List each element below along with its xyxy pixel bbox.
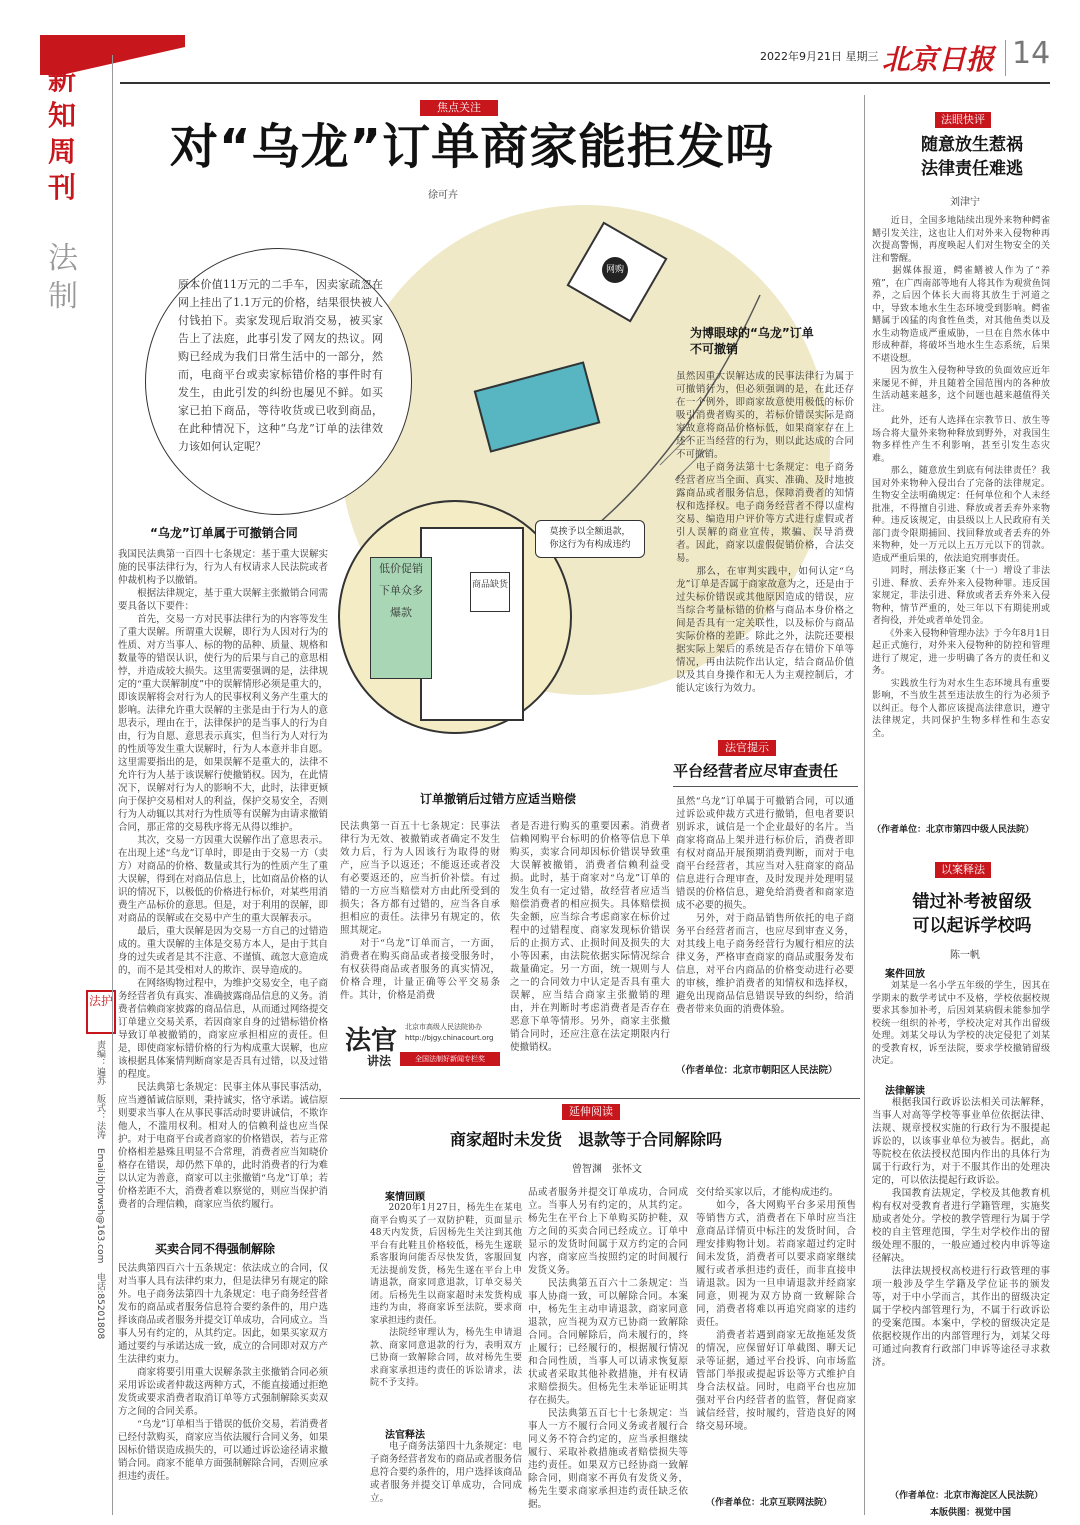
issue-date: 2022年9月21日 星期三 [760, 50, 879, 63]
extension-body-c: 品或者服务并提交订单成功，合同成立。当事人另有约定的，从其约定。杨先生在平台上下单购买防护鞋，双方之间的买卖合同已经成立。订单中显示的发货时间属于双方约定的合同内容，商家应当按照约定的时间履行发货义务。 民法典第五百六十二条规定：当事人协商一致，可以解除合同。本案中，杨先生主动申请退款，商家同意退款，应当视为双方已协商一致解除合同。合同解除后，尚未履行的，终止履行；已经履行的，根据履行情况和合同性质，当事人可以请求恢复原状或者采取其他补救措施，并有权请求赔偿损失。但杨先生未举证证明其存在损失。 民法典第五百七十七条规定：当事人一方不履行合同义务或者履行合同义务不符合约定的，应当承担继续履行、采取补救措施或者赔偿损失等违约责任。如果双方已经协商一致解除合同，则商家不再负有发货义务，杨先生要求商家承担违约责任缺乏依据。 [528, 1187, 688, 1510]
right-col-body: 虽然因重大误解达成的民事法律行为属于可撤销行为，但必须强调的是，在此还存在一个例外，即商家故意使用极低的标价吸引消费者购买的，若标价错误实际是商家故意将商品价格标低，如果商家存在上述不正当经营的行为，则以此达成的合同不可撤销。 电子商务法第十七条规定：电子商务经营者应当全面、真实、准确、及时地披露商品或者服务信息，保障消费者的知情权和选择权。电子商务经营者不得以虚构交易、编造用户评价等方式进行虚假或者引人误解的商业宣传，欺骗、误导消费者。因此，商家以虚假促销价格，合法交易。 那么，在审判实践中，如何认定“乌龙”订单是否属于商家故意为之，还是由于过失标价错误或其他原因造成的错误，应当综合考量标错的价格与商品本身价格之间是否具有一定关联性，以及标价与商品实际价格的差距。除此之外，法院还要根据实际上架后的系统是否存在错价下单等情况，再由法院作出认定，结合商品价值以及其自身操作和无人为主观控制后，才能认定该行为效力。 [676, 371, 854, 694]
right-subhead: 为博眼球的“乌龙”订单 不可撤销 [690, 326, 814, 356]
editor-credits: 责编：遍苏 版式：法涛 Email:bjrbrwsh@163.com 电话:85201808 [95, 1040, 105, 1340]
legal-quick-title: 随意放生惹祸 法律责任难逃 [921, 135, 1023, 179]
section-title-xinzhi: 新知周刊 [48, 63, 77, 204]
col1b-body: 民法典第四百六十五条规定：依法成立的合同，仅对当事人具有法律约束力，但是法律另有规定的除外。电子商务法第四十九条规定：电子商务经营者发布的商品或者服务信息符合要约条件的，用户选择该商品或者服务并提交订单成功，合同成立。当事人另有约定的，从其约定。因此，如果买家双方通过要约与承诺达成一致，成立的合同即对双方产生法律约束力。 商家将要引用重大误解条款主张撤销合同必须采用诉讼或者仲裁这两种方式，不能直接通过拒绝发货或要求消费者取消订单等方式强制解除买卖双方之间的合同关系。 “乌龙”订单相当于错误的低价交易，若消费者已经付款购买，商家应当依法履行合同义务，如果因标价错误造成损失的，可以通过诉讼途径请求撤销合同。商家不能单方面强制解除合同，否则应承担违约责任。 [118, 1263, 328, 1482]
faguan-org: 北京市高级人民法院协办 [405, 1023, 482, 1031]
extension-body-a: 2020年1月27日，杨先生在某电商平台购买了一双防护鞋，页面显示48天内发货，后因杨先生关注到其他平台有此鞋且价格较低，杨先生遂联系客服询问能否尽快发货，客服回复无法提前发货，杨先生遂在平台上申请退款，商家同意退款，订单交易关闭。后杨先生以商家超时未发货构成违约为由，将商家诉至法院，要求商家承担违约责任。 法院经审理认为，杨先生申请退款、商家同意退款的行为，表明双方已协商一致解除合同，故对杨先生要求商家承担违约责任的诉讼请求，法院不予支持。 [370, 1203, 522, 1388]
judge-tip-footer: （作者单位：北京市朝阳区人民法院） [676, 1065, 838, 1076]
faguan-url[interactable]: http://bjgy.chinacourt.org [405, 1034, 494, 1042]
extension-top-rule [340, 1098, 860, 1099]
judge-tip-body: 虽然“乌龙”订单属于可撤销合同，可以通过诉讼或仲裁方式进行撤销，但电者要识别诉求，诚信是一个企业最好的名片。当商家将商品上架并进行标价后，消费者即有权对商品开展预期消费判断，而对于电商平台经营者，其应当对入驻商家的商品信息进行合理审查，及时发现并处理明显错误的价格信息，避免给消费者和商家造成不必要的损失。 另外，对于商品销售所依托的电子商务平台经营者而言，也应尽到审查义务，对其线上电子商务经营行为履行相应的法律义务，严格审查商家的商品或服务发布信息，对平台内商品的价格变动进行必要的审核，维护消费者的知情权和选择权，避免出现商品信息错误导致的纠纷，给消费者带来负面的消费体验。 [676, 796, 854, 1015]
extension-footer: （作者单位：北京互联网法院） [706, 1498, 833, 1508]
col3-body: 者是否进行购买的重要因素。消费者信赖网购平台标明的价格等信息下单购买，卖家合同却因标价错误导致重大误解被撤销，消费者信赖利益受损。此时，基于商家对“乌龙”订单的发生负有一定过错，故经营者应适当赔偿消费者的相应损失。具体赔偿损失金额，应当综合考虑商家在标价过程中的过错程度、商家发现标价错误后的止损方式、止损时间及损失的大小等因素，由法院依据实际情况综合裁量确定。另一方面，统一规则与人之一的合同效力中认定是否具有重大误解，应当结合商家主张撤销的理由，并在判断时考虑消费者是否存在恶意下单等情形。另外，商家主张撤销合同时，还应注意在法定期限内行使撤销权。 [510, 821, 670, 1053]
subhead-revocable: “乌龙”订单属于可撤销合同 [150, 526, 298, 540]
tag-judge-tip: 法官提示 [718, 740, 776, 756]
sign-promotion: 低价促销 下单众多 爆款 [370, 557, 432, 679]
case-law-body-b: 根据我国行政诉讼法相关司法解释，当事人对高等学校等事业单位依据法律、法规、规章授权实施的行政行为不服提起诉讼的，以该事业单位为被告。据此，高等院校在依法授权范围内作出的具体行为属于行政行为，对于不服其作出的处理决定的，可以依法提起行政诉讼。 我国教育法规定，学校及其他教育机构有权对受教育者进行学籍管理，实施奖励或者处分。学校的教学管理行为属于学校的自主管理范围，学生对学校作出的留级处理不服的，一般应通过校内申诉等途径解决。 法律法规授权高校进行行政管理的事项一般涉及学生学籍及学位证书的颁发等，对于中小学而言，其作出的留级决定属于学校内部管理行为，不属于行政诉讼的受案范围。本案中，学校的留级决定是依据校规作出的内部管理行为，刘某父母可通过向教育行政部门申诉等途径寻求救济。 [872, 1097, 1050, 1368]
header-rule [120, 82, 1050, 84]
judge-tip-rule [673, 786, 858, 787]
tag-focus: 焦点关注 [420, 100, 498, 116]
photo-credit: 本版供图：视觉中国 [930, 1508, 1012, 1518]
faguan-logo: 法官 [345, 1026, 398, 1056]
case-law-footer: （作者单位：北京市海淀区人民法院） [890, 1491, 1044, 1501]
tag-case-law: 以案释法 [935, 862, 991, 878]
subhead-no-forced-termination: 买卖合同不得强制解除 [155, 1242, 276, 1256]
lead-text: 原本价值11万元的二手车，因卖家疏忽在网上挂出了1.1万元的价格，结果很快被人付钱拍下。卖家发现后取消交易，被买家告上了法庭，此事引发了网友的热议。网购已经成为我们日常生活中的一部分，然而，电商平台或卖家标错价格的事件时有发生，由此引发的纠纷也屡见不鲜。如买家已拍下商品，等待收货或已收到商品，在此种情况下，这种“乌龙”订单的法律效力该如何认定呢？ [178, 278, 383, 453]
page-number: 14 [1012, 36, 1051, 71]
faguan-box [345, 1020, 500, 1075]
faguan-logo-sub: 讲法 [367, 1054, 392, 1068]
sign-out-of-stock: 商品缺货 [470, 572, 510, 612]
legal-quick-footer: （作者单位：北京市第四中级人民法院） [872, 825, 1035, 835]
extension-title: 商家超时未发货 退款等于合同解除吗 [450, 1130, 723, 1149]
kite-label: 网购 [602, 257, 628, 283]
tag-legal-quick: 法眼快评 [935, 112, 991, 128]
legal-quick-author: 刘津宁 [950, 197, 980, 208]
case-law-author: 陈一帆 [950, 950, 980, 961]
col1-body: 我国民法典第一百四十七条规定：基于重大误解实施的民事法律行为，行为人有权请求人民法院或者仲裁机构予以撤销。 根据法律规定，基于重大误解主张撤销合同需要具备以下要件： 首先，交易一方对民事法律行为的内容等发生了重大误解。所谓重大误解，即行为人因对行为的性质、对方当事人、标的物的品种、质量、规格和数量等的错误认识，使行为的后果与自己的意思相悖，并造成较大损失。这里需要强调的是，法律规定的“重大误解制度”中的误解情形必须是重大的，即该误解将会对行为人的民事权利义务产生重大的影响。法律允许重大误解的主张是由于行为人的意思表示，理由在于，法律保护的是当事人的行为自由，行为自愿、意思表示真实，但当行为人对行为的性质等发生重大误解时，行为人本意并非自愿。这里需要指出的是，如果误解不是重大的，法律不允许行为人基于该误解行使撤销权。因为，在此情况下，误解对行为人的影响不大，此时，法律更倾向于保护交易相对人的利益，保护交易安全，否则行为人动辄以其对行为性质等有误解为由请求撤销合同，那正常的交易秩序将无从得以维护。 其次，交易一方因重大误解作出了意思表示。在出现上述“乌龙”订单时，即是由于交易一方（卖方）对商品的价格、数量或其行为的性质产生了重大误解，得到在对商品信息上，比如商品价格的认识的情况下，以极低的价格进行标价，对某些用消费生产品标价的意思。但是，对于利用的误解，即对商品的误解或在交易中产生的重大误解表示。 最后，重大误解是因为交易一方自己的过错造成的。重大误解的主体是交易方本人，是由于其自身的过失或者是其不注意、不谨慎、疏忽大意造成的，而不是其受相对人的欺诈、误导造成的。 在网络购物过程中，为维护交易安全，电子商务经营者负有真实、准确披露商品信息的义务。消费者信赖商家披露的商品信息，从而通过网络提交订单建立交易关系，若因商家自身的过错标错价格导致订单被撤销的，商家应承担相应的责任。但是，即使商家标错价格的行为构成重大误解，也应该根据具体案情判断商家是否具有过错，以及过错的程度。 民法典第七条规定：民事主体从事民事活动，应当遵循诚信原则，秉持诚实，恪守承诺。诚信原则要求当事人在从事民事活动时要讲诚信，不欺诈他人，不滥用权利。相对人的信赖利益也应当保护。对于电商平台或者商家的价格错误，若与正常价格相差悬殊且明显不合常理，消费者应当知晓价格存在错误，却仍然下单的，此时消费者的行为难以认定为善意，商家可以主张撤销“乌龙”订单；若价格差距不大，消费者难以察觉的，则应当保护消费者的合理信赖，商家应当依约履行。 [118, 549, 328, 1210]
left-margin-rule [112, 55, 113, 1515]
case-law-body-a: 刘某是一名小学五年级的学生，因其在学期末的数学考试中不及格，学校依据校规要求其参加补考，后因刘某病假未能参加学校统一组织的补考，学校决定对其作出留级处理。刘某父母认为学校的决定侵犯了刘某的受教育权，诉至法院，要求学校撤销留级决定。 [872, 981, 1050, 1066]
masthead-separator [1005, 40, 1006, 76]
judge-tip-title: 平台经营者应尽审查责任 [673, 762, 839, 780]
extension-sub-b: 法官释法 [385, 1430, 425, 1441]
main-author: 徐可卉 [428, 190, 458, 201]
masthead-logo: 北京日报 [882, 43, 995, 76]
speech-bubble: 莫挨予以全额退款， 你这行为有构成违约 [535, 520, 645, 558]
faguan-slogan: 全国法制好新闻专栏奖 [400, 1052, 500, 1066]
extension-authors: 曾智渊 张怀文 [572, 1164, 642, 1175]
section-title-fazhi: 法制 [48, 241, 78, 314]
extension-body-b: 电子商务法第四十九条规定：电子商务经营者发布的商品或者服务信息符合要约条件的，用户选择该商品或者服务并提交订单成功，合同成立。 [370, 1441, 523, 1504]
store-door [420, 527, 524, 721]
extension-body-d: 交付给买家以后，才能构成违约。 如今，各大网购平台多采用预售等销售方式，消费者在下单时应当注意商品详情页中标注的发货时间，合理安排购物计划。若商家超过约定时间未发货，消费者可以要求商家继续履行或者承担违约责任，而非直接申请退款。因为一旦申请退款并经商家同意，则视为双方协商一致解除合同，消费者将难以再追究商家的违约责任。 消费者若遇到商家无故拖延发货的情况，应保留好订单截图、聊天记录等证据，通过平台投诉、向市场监管部门举报或提起诉讼等方式维护自身合法权益。同时，电商平台也应加强对平台内经营者的监管，督促商家诚信经营，按时履约，营造良好的网络交易环境。 [696, 1187, 856, 1432]
tag-extension: 延伸阅读 [562, 1104, 620, 1120]
case-law-sub-a: 案件回放 [885, 969, 925, 980]
case-law-title: 错过补考被留级 可以起诉学校吗 [912, 892, 1032, 936]
case-law-sub-b: 法律解读 [885, 1086, 925, 1097]
main-title: 对“乌龙”订单商家能拒发吗 [170, 119, 775, 175]
seal-stamp: 法护 [86, 990, 116, 1034]
col2-body: 民法典第一百五十七条规定：民事法律行为无效、被撤销或者确定不发生效力后，行为人因该行为取得的财产，应当予以返还；不能返还或者没有必要返还的，应当折价补偿。有过错的一方应当赔偿对方由此所受到的损失；各方都有过错的，应当各自承担相应的责任。法律另有规定的，依照其规定。 对于“乌龙”订单而言，一方面，消费者在购买商品或者接受服务时，有权获得商品或者服务的真实情况，价格合理，计量正确等公平交易条件。其计，价格是消费 [340, 821, 500, 1001]
extension-sub-a: 案情回顾 [385, 1192, 425, 1203]
legal-quick-body: 近日，全国多地陆续出现外来物种鳄雀鳝引发关注，这也让人们对外来入侵物种再次提高警惕，再度唤起人们对生物安全的关注和警醒。 据媒体报道，鳄雀鳝被人作为了“养殖”，在广西南部等地有人将其作为观赏鱼饲养，之后因个体长大而将其放生于河道之中，导致本地水生生态环境受到影响。鳄雀鳝属于凶猛的肉食性鱼类，对其他鱼类以及水生动物造成严重威胁，一旦在自然水体中形成种群，将破坏当地水生生态系统，后果不堪设想。 因为放生入侵物种导致的负面效应近年来屡见不鲜，并且随着全国范围内的各种放生活动越来越多，这个问题也越来越值得关注。 此外，还有人选择在宗教节日、放生等场合将大量外来物种释放到野外，对我国生物多样性产生不利影响，甚至引发生态灾难。 那么，随意放生到底有何法律责任？我国对外来物种入侵出台了完备的法律规定。生物安全法明确规定：任何单位和个人未经批准，不得擅自引进、释放或者丢弃外来物种。违反该规定，由县级以上人民政府有关部门责令限期捕回、找回释放或者丢弃的外来物种，处一万元以上五万元以下的罚款。造成严重后果的，依法追究刑事责任。 同时，刑法修正案（十一）增设了非法引进、释放、丢弃外来入侵物种罪。违反国家规定，非法引进、释放或者丢弃外来入侵物种，情节严重的，处三年以下有期徒刑或者拘役，并处或者单处罚金。 《外来入侵物种管理办法》于今年8月1日起正式施行，对外来入侵物种的防控和管理进行了规定，进一步明确了各方的责任和义务。 实践放生行为对水生生态环境具有重要影响，不当放生甚至违法放生的行为必须予以纠正。每个人都应该提高法律意识，遵守法律规定，共同保护生物多样性和生态安全。 [872, 216, 1050, 739]
subhead-compensation: 订单撤销后过错方应适当赔偿 [420, 792, 577, 806]
sep-right-column [864, 95, 865, 1515]
